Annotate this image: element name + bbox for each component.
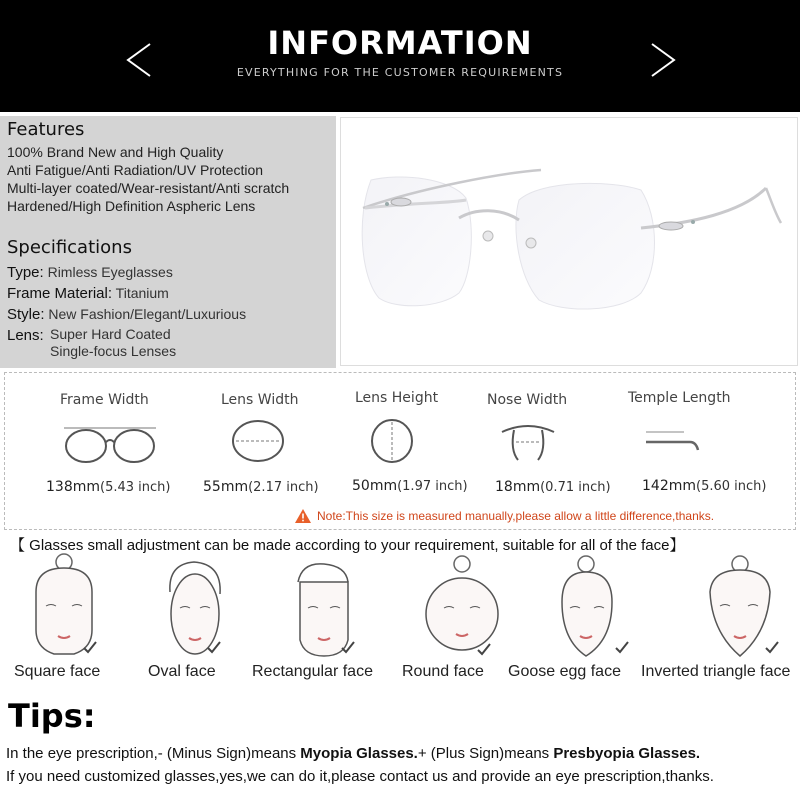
spec-key: Lens: — [7, 327, 44, 344]
measurement-inch: (5.43 inch) — [100, 480, 171, 495]
goose-egg-face-illustration — [532, 552, 642, 664]
measurement-mm: 18mm — [495, 479, 541, 495]
spec-style — [7, 304, 246, 325]
spec-type — [7, 262, 246, 283]
tip-prescription — [6, 745, 700, 762]
face-label-square: Square face — [14, 663, 101, 680]
rectangular-face-illustration — [268, 552, 378, 664]
header-banner — [0, 0, 800, 112]
nose-width-icon — [500, 420, 556, 466]
lens-width-icon — [230, 416, 286, 466]
spec-value: Single-focus Lenses — [50, 343, 177, 359]
measurement-value — [495, 479, 611, 495]
spec-value: Super Hard Coated — [50, 326, 171, 342]
tips-title: Tips: — [8, 697, 96, 735]
measurement-label: Lens Width — [221, 392, 299, 408]
face-label-inverted-triangle: Inverted triangle face — [641, 663, 791, 680]
rimless-glasses-image — [341, 118, 797, 365]
measurement-mm: 50mm — [352, 478, 398, 494]
measurement-value — [46, 479, 170, 495]
inverted-triangle-face-illustration — [688, 552, 798, 664]
warning-icon — [294, 508, 312, 524]
square-face-illustration — [12, 552, 122, 664]
measurement-mm: 142mm — [642, 478, 696, 494]
face-label-goose-egg: Goose egg face — [508, 663, 621, 680]
features-list — [7, 143, 289, 215]
measurement-value — [642, 478, 766, 494]
measurement-value — [352, 478, 468, 494]
tip-presbyopia: Presbyopia Glasses. — [553, 745, 701, 762]
measurement-inch: (2.17 inch) — [248, 480, 319, 495]
features-heading: Features — [7, 119, 85, 140]
spec-value: Titanium — [115, 285, 169, 301]
oval-face-illustration — [140, 552, 250, 664]
spec-key: Frame Material: — [7, 285, 113, 302]
measurement-label: Temple Length — [628, 390, 731, 406]
frame-width-icon — [62, 420, 158, 466]
lens-height-icon — [367, 416, 417, 466]
face-label-rectangular: Rectangular face — [252, 663, 373, 680]
measurement-inch: (0.71 inch) — [540, 480, 611, 495]
tip-text: In the eye prescription,- (Minus Sign)means — [6, 745, 301, 762]
spec-value: New Fashion/Elegant/Luxurious — [48, 306, 247, 322]
spec-key: Type: — [7, 264, 44, 281]
tip-myopia: Myopia Glasses. — [300, 745, 418, 762]
face-label-oval: Oval face — [148, 663, 216, 680]
specifications-heading: Specifications — [7, 237, 132, 258]
measurement-inch: (5.60 inch) — [696, 479, 767, 494]
spec-lens-values — [50, 326, 176, 360]
measurement-value — [203, 479, 319, 495]
temple-length-icon — [644, 426, 704, 456]
page-subtitle: EVERYTHING FOR THE CUSTOMER REQUIREMENTS — [236, 66, 564, 79]
measurement-inch: (1.97 inch) — [397, 479, 468, 494]
chevron-right-icon[interactable] — [642, 40, 682, 80]
feature-item: 100% Brand New and High Quality — [7, 144, 224, 160]
page-title: INFORMATION — [267, 24, 533, 62]
spec-value: Rimless Eyeglasses — [47, 264, 173, 280]
tip-customized: If you need customized glasses,yes,we can do it,please contact us and provide an eye prescription,thanks. — [6, 768, 714, 785]
spec-key: Style: — [7, 306, 45, 323]
measurement-label: Nose Width — [487, 392, 568, 408]
features-panel — [0, 116, 336, 368]
spec-material — [7, 283, 246, 304]
round-face-illustration — [406, 552, 516, 664]
adjustment-banner: 【 Glasses small adjustment can be made according to your requirement, suitable for all of the face】 — [10, 537, 685, 554]
measurement-note: Note:This size is measured manually,please allow a little difference,thanks. — [317, 509, 715, 523]
product-image — [340, 117, 798, 366]
tip-text: + (Plus Sign)means — [417, 745, 554, 762]
measurement-mm: 138mm — [46, 479, 100, 495]
measurement-mm: 55mm — [203, 479, 249, 495]
face-label-round: Round face — [402, 663, 484, 680]
measurement-label: Lens Height — [355, 390, 439, 406]
feature-item: Anti Fatigue/Anti Radiation/UV Protection — [7, 162, 264, 178]
measurement-label: Frame Width — [60, 392, 149, 408]
feature-item: Hardened/High Definition Aspheric Lens — [7, 198, 256, 214]
feature-item: Multi-layer coated/Wear-resistant/Anti scratch — [7, 180, 290, 196]
